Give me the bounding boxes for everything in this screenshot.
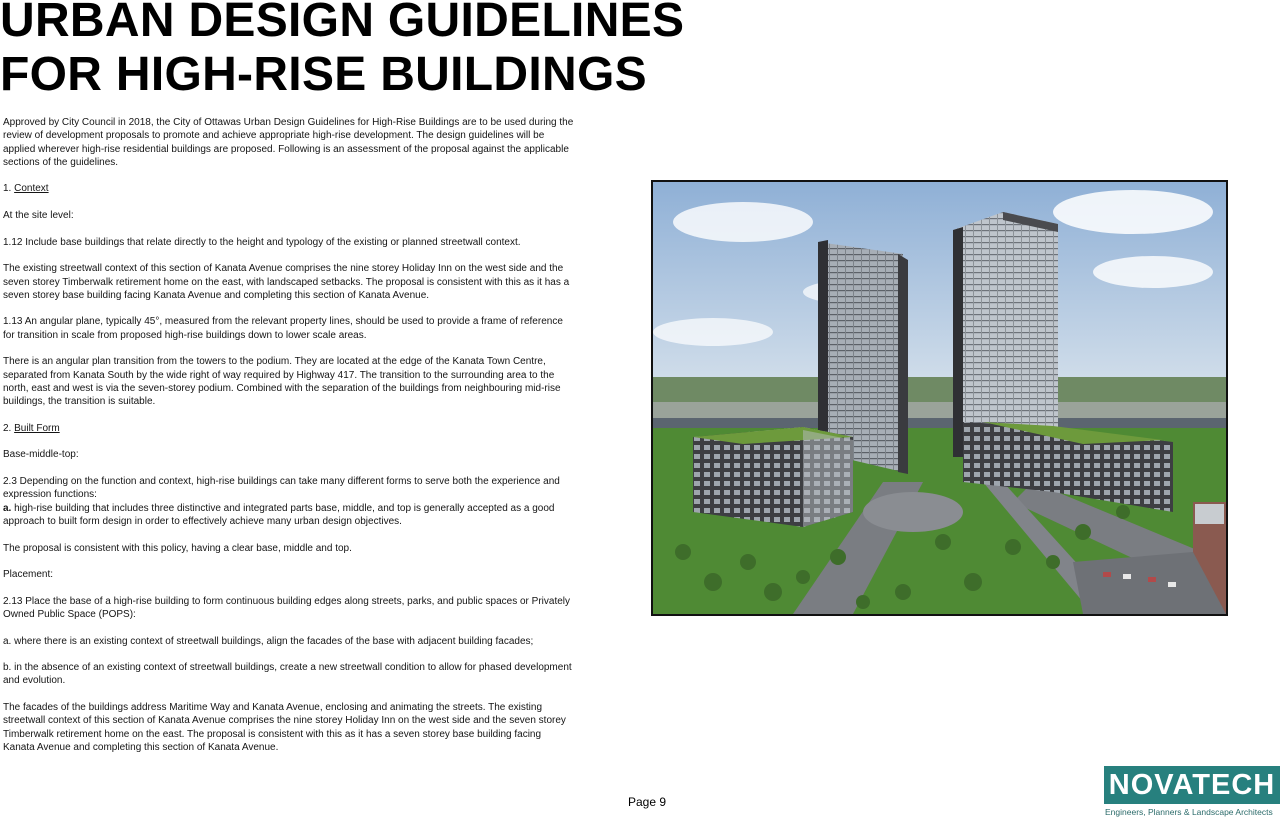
section-number: 1.	[3, 183, 15, 195]
title-line-2: FOR HIGH-RISE BUILDINGS	[0, 48, 647, 101]
guideline-1-13: 1.13 An angular plane, typically 45°, measured from the relevant property lines, should be used to provide a frame of reference for transition in scale from proposed high-rise buildings down to lower scale areas.	[3, 316, 563, 341]
guideline-2-13-a: a. where there is an existing context of streetwall buildings, align the facades of the base with adjacent building facades;	[3, 635, 534, 647]
intro-paragraph: Approved by City Council in 2018, the City of Ottawas Urban Design Guidelines for High-Rise Buildings are to be used during the review of development proposals to promote and achieve appropriate high-rise development. The design guidelines will be applied wherever high-rise residential buildings are proposed. Following is an assessment of the proposal against the applicable sections of the guidelines.	[3, 117, 574, 168]
guideline-2-13-response: The facades of the buildings address Maritime Way and Kanata Avenue, enclosing and animating the streets. The existing streetwall context of this section of Kanata Avenue comprises the nine storey Holiday Inn on the west side and the seven storey Timberwalk retirement home on the east. The proposal is consistent with this as it has a seven storey base building facing Kanata Avenue and completing this section of Kanata Avenue.	[3, 702, 566, 753]
guideline-2-3	[3, 475, 575, 528]
guideline-1-12: 1.12 Include base buildings that relate directly to the height and typology of the existing or planned streetwall context.	[3, 236, 521, 248]
section-number: 2.	[3, 422, 15, 434]
page-number: Page 9	[628, 795, 667, 809]
novatech-logo	[1101, 764, 1280, 820]
logo-tagline: Engineers, Planners & Landscape Architects	[1105, 807, 1273, 817]
logo-mark	[1104, 766, 1280, 804]
placement-label: Placement:	[3, 569, 54, 581]
logo-wordmark: NOVATECH	[1108, 769, 1276, 801]
section-title-context: Context	[14, 183, 49, 195]
guideline-2-3-a: high-rise building that includes three distinctive and integrated parts base, middle, and top is generally accepted as a good approach to built form design in order to effectively achieve many urban design objectives.	[3, 502, 555, 527]
section-title-built-form: Built Form	[14, 422, 60, 434]
guideline-2-3-response: The proposal is consistent with this policy, having a clear base, middle and top.	[3, 542, 352, 554]
guideline-2-3-text: 2.3 Depending on the function and context, high-rise buildings can take many different forms to serve both the experience and expression functions:	[3, 476, 560, 501]
page-title	[0, 0, 684, 102]
site-level-label: At the site level:	[3, 210, 74, 222]
title-line-1: URBAN DESIGN GUIDELINES	[0, 0, 685, 47]
guideline-2-13: 2.13 Place the base of a high-rise building to form continuous building edges along streets, parks, and public spaces or Privately Owned Public Space (POPS):	[3, 595, 571, 620]
section-heading-context	[3, 182, 575, 195]
guidelines-text	[3, 116, 575, 768]
rendering-image	[651, 180, 1228, 616]
section-heading-built-form	[3, 422, 575, 435]
base-middle-top-label: Base-middle-top:	[3, 449, 79, 461]
guideline-1-12-response: The existing streetwall context of this section of Kanata Avenue comprises the nine storey Holiday Inn on the west side and the seven storey Timberwalk retirement home on the east, with landscaped setbacks. The proposal is consistent with this as it has a seven storey base building facing Kanata Avenue and completing this section of Kanata Avenue.	[3, 263, 570, 301]
guideline-2-13-b: b. in the absence of an existing context of streetwall buildings, create a new streetwall condition to allow for phased development and evolution.	[3, 662, 572, 687]
towers-rendering-illustration	[653, 182, 1226, 614]
item-letter: a.	[3, 502, 12, 514]
guideline-1-13-response: There is an angular plan transition from the towers to the podium. They are located at the edge of the Kanata Town Centre, separated from Kanata South by the wide right of way required by Highway 417. The transition to the surrounding area to the north, east and west is via the seven-storey podium. Combined with the separation of the buildings from neighbouring mid-rise buildings, the transition is suitable.	[3, 356, 561, 408]
